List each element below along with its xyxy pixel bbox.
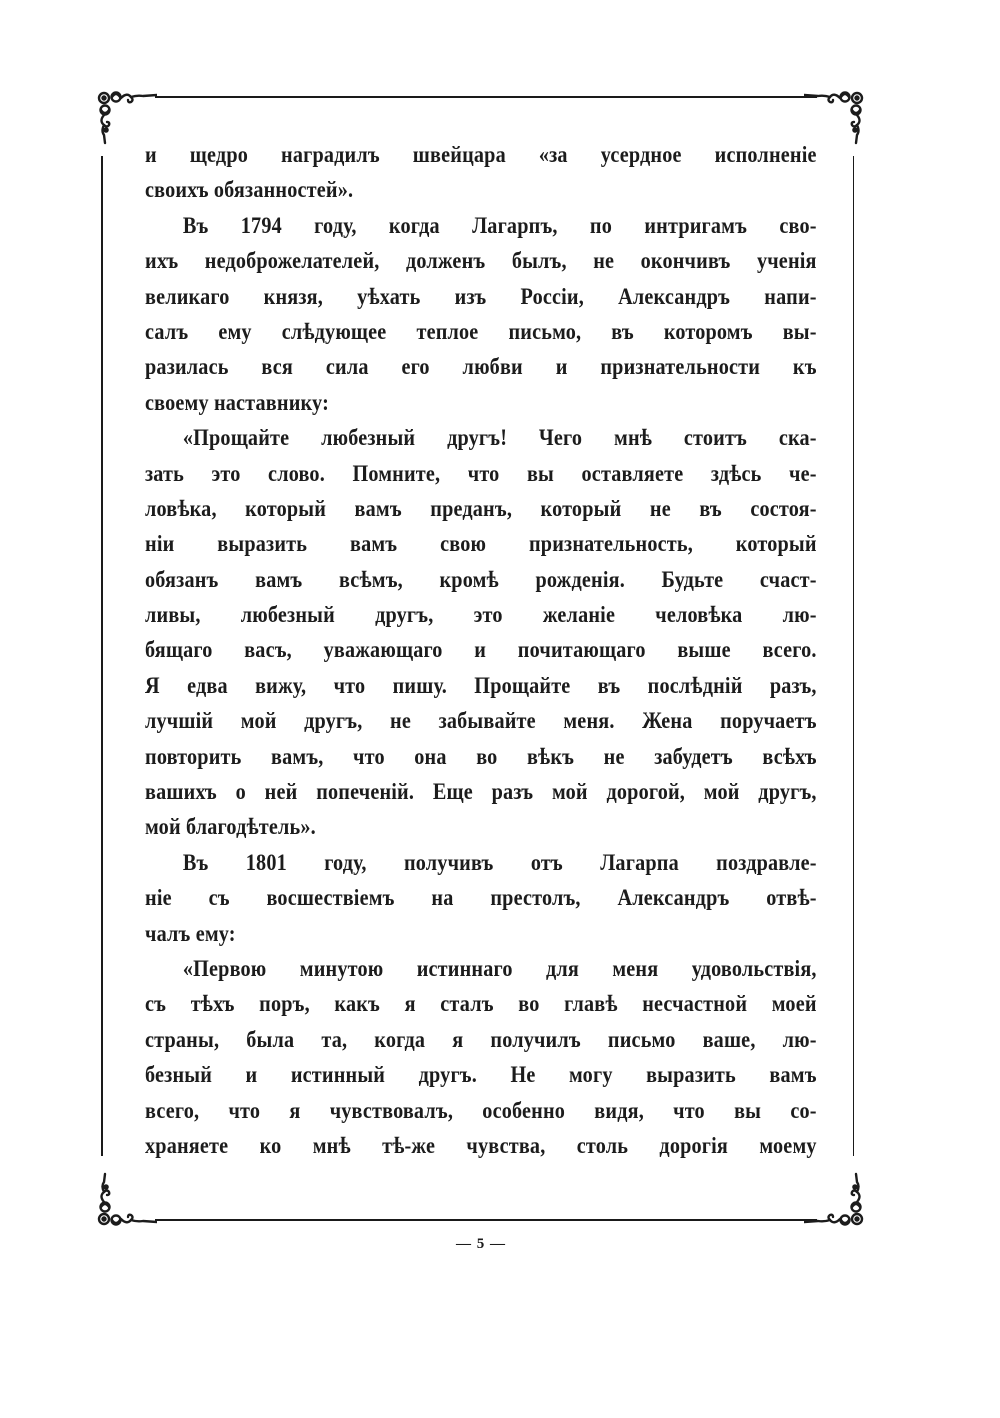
paragraph <box>145 846 817 952</box>
corner-flourish-icon <box>95 1167 157 1229</box>
text-line: салъ ему слѣдующее теплое письмо, въ которомъ вы- <box>145 318 817 345</box>
text-line: великаго князя, уѣхать изъ Россіи, Александръ напи- <box>145 283 817 310</box>
text-line: ливы, любезный другъ, это желаніе человѣка лю- <box>145 602 817 629</box>
text-line: своихъ обязанностей». <box>145 177 354 204</box>
paragraph <box>145 209 817 421</box>
text-line: ловѣка, который вамъ преданъ, который не въ состоя- <box>145 495 817 522</box>
quoted-letter <box>145 952 817 1164</box>
text-line: чалъ ему: <box>145 920 236 947</box>
text-line: съ тѣхъ поръ, какъ я сталъ во главѣ несчастной моей <box>145 991 817 1018</box>
text-line: Въ 1794 году, когда Лагарпъ, по интригамъ сво- <box>182 212 817 239</box>
text-line: Я едва вижу, что пишу. Прощайте въ послѣдній разъ, <box>145 672 817 699</box>
text-line: всего, что я чувствовалъ, особенно видя, что вы со- <box>145 1097 817 1124</box>
text-line: «Прощайте любезный другъ! Чего мнѣ стоитъ ска- <box>182 425 817 452</box>
text-line: бящаго васъ, уважающаго и почитающаго выше всего. <box>145 637 817 664</box>
text-line: разилась вся сила его любви и признательности къ <box>145 354 817 381</box>
page-number: — 5 — <box>456 1236 506 1252</box>
border-rule-left <box>101 156 103 1156</box>
text-line: ніи выразить вамъ свою признательность, который <box>145 531 817 558</box>
text-line: Въ 1801 году, получивъ отъ Лагарпа поздравле- <box>182 849 817 876</box>
text-line: обязанъ вамъ всѣмъ, кромѣ рожденія. Будьте счаст- <box>145 566 817 593</box>
text-line: вашихъ о ней попеченій. Еще разъ мой дорогой, мой другъ, <box>145 779 817 806</box>
text-line: страны, была та, когда я получилъ письмо ваше, лю- <box>145 1026 817 1053</box>
page-number-container <box>0 1236 1000 1253</box>
text-line: «Первою минутою истиннаго для меня удовольствія, <box>182 955 817 982</box>
text-line: зать это слово. Помните, что вы оставляете здѣсь че- <box>145 460 817 487</box>
border-rule-right <box>853 156 855 1156</box>
text-line: своему наставнику: <box>145 389 329 416</box>
text-line: мой благодѣтель». <box>145 814 316 841</box>
text-line: лучшій мой другъ, не забывайте меня. Жена поручаетъ <box>145 708 817 735</box>
text-line: ніе съ восшествіемъ на престолъ, Александръ отвѣ- <box>145 885 817 912</box>
text-line: и щедро наградилъ швейцара «за усердное исполненіе <box>145 142 817 168</box>
border-rule-bottom <box>155 1219 817 1221</box>
page-body-text <box>145 138 817 1164</box>
corner-flourish-icon <box>804 1167 866 1229</box>
border-rule-top <box>155 96 817 98</box>
quoted-letter <box>145 421 817 846</box>
text-line: повторить вамъ, что она во вѣкъ не забудетъ всѣхъ <box>145 743 817 770</box>
paragraph <box>145 138 817 209</box>
text-line: безный и истинный другъ. Не могу выразить вамъ <box>145 1062 817 1089</box>
text-line: ихъ недоброжелателей, долженъ былъ, не окончивъ ученія <box>145 248 817 275</box>
text-line: храняете ко мнѣ тѣ-же чувства, столь дорогія моему <box>145 1132 817 1159</box>
